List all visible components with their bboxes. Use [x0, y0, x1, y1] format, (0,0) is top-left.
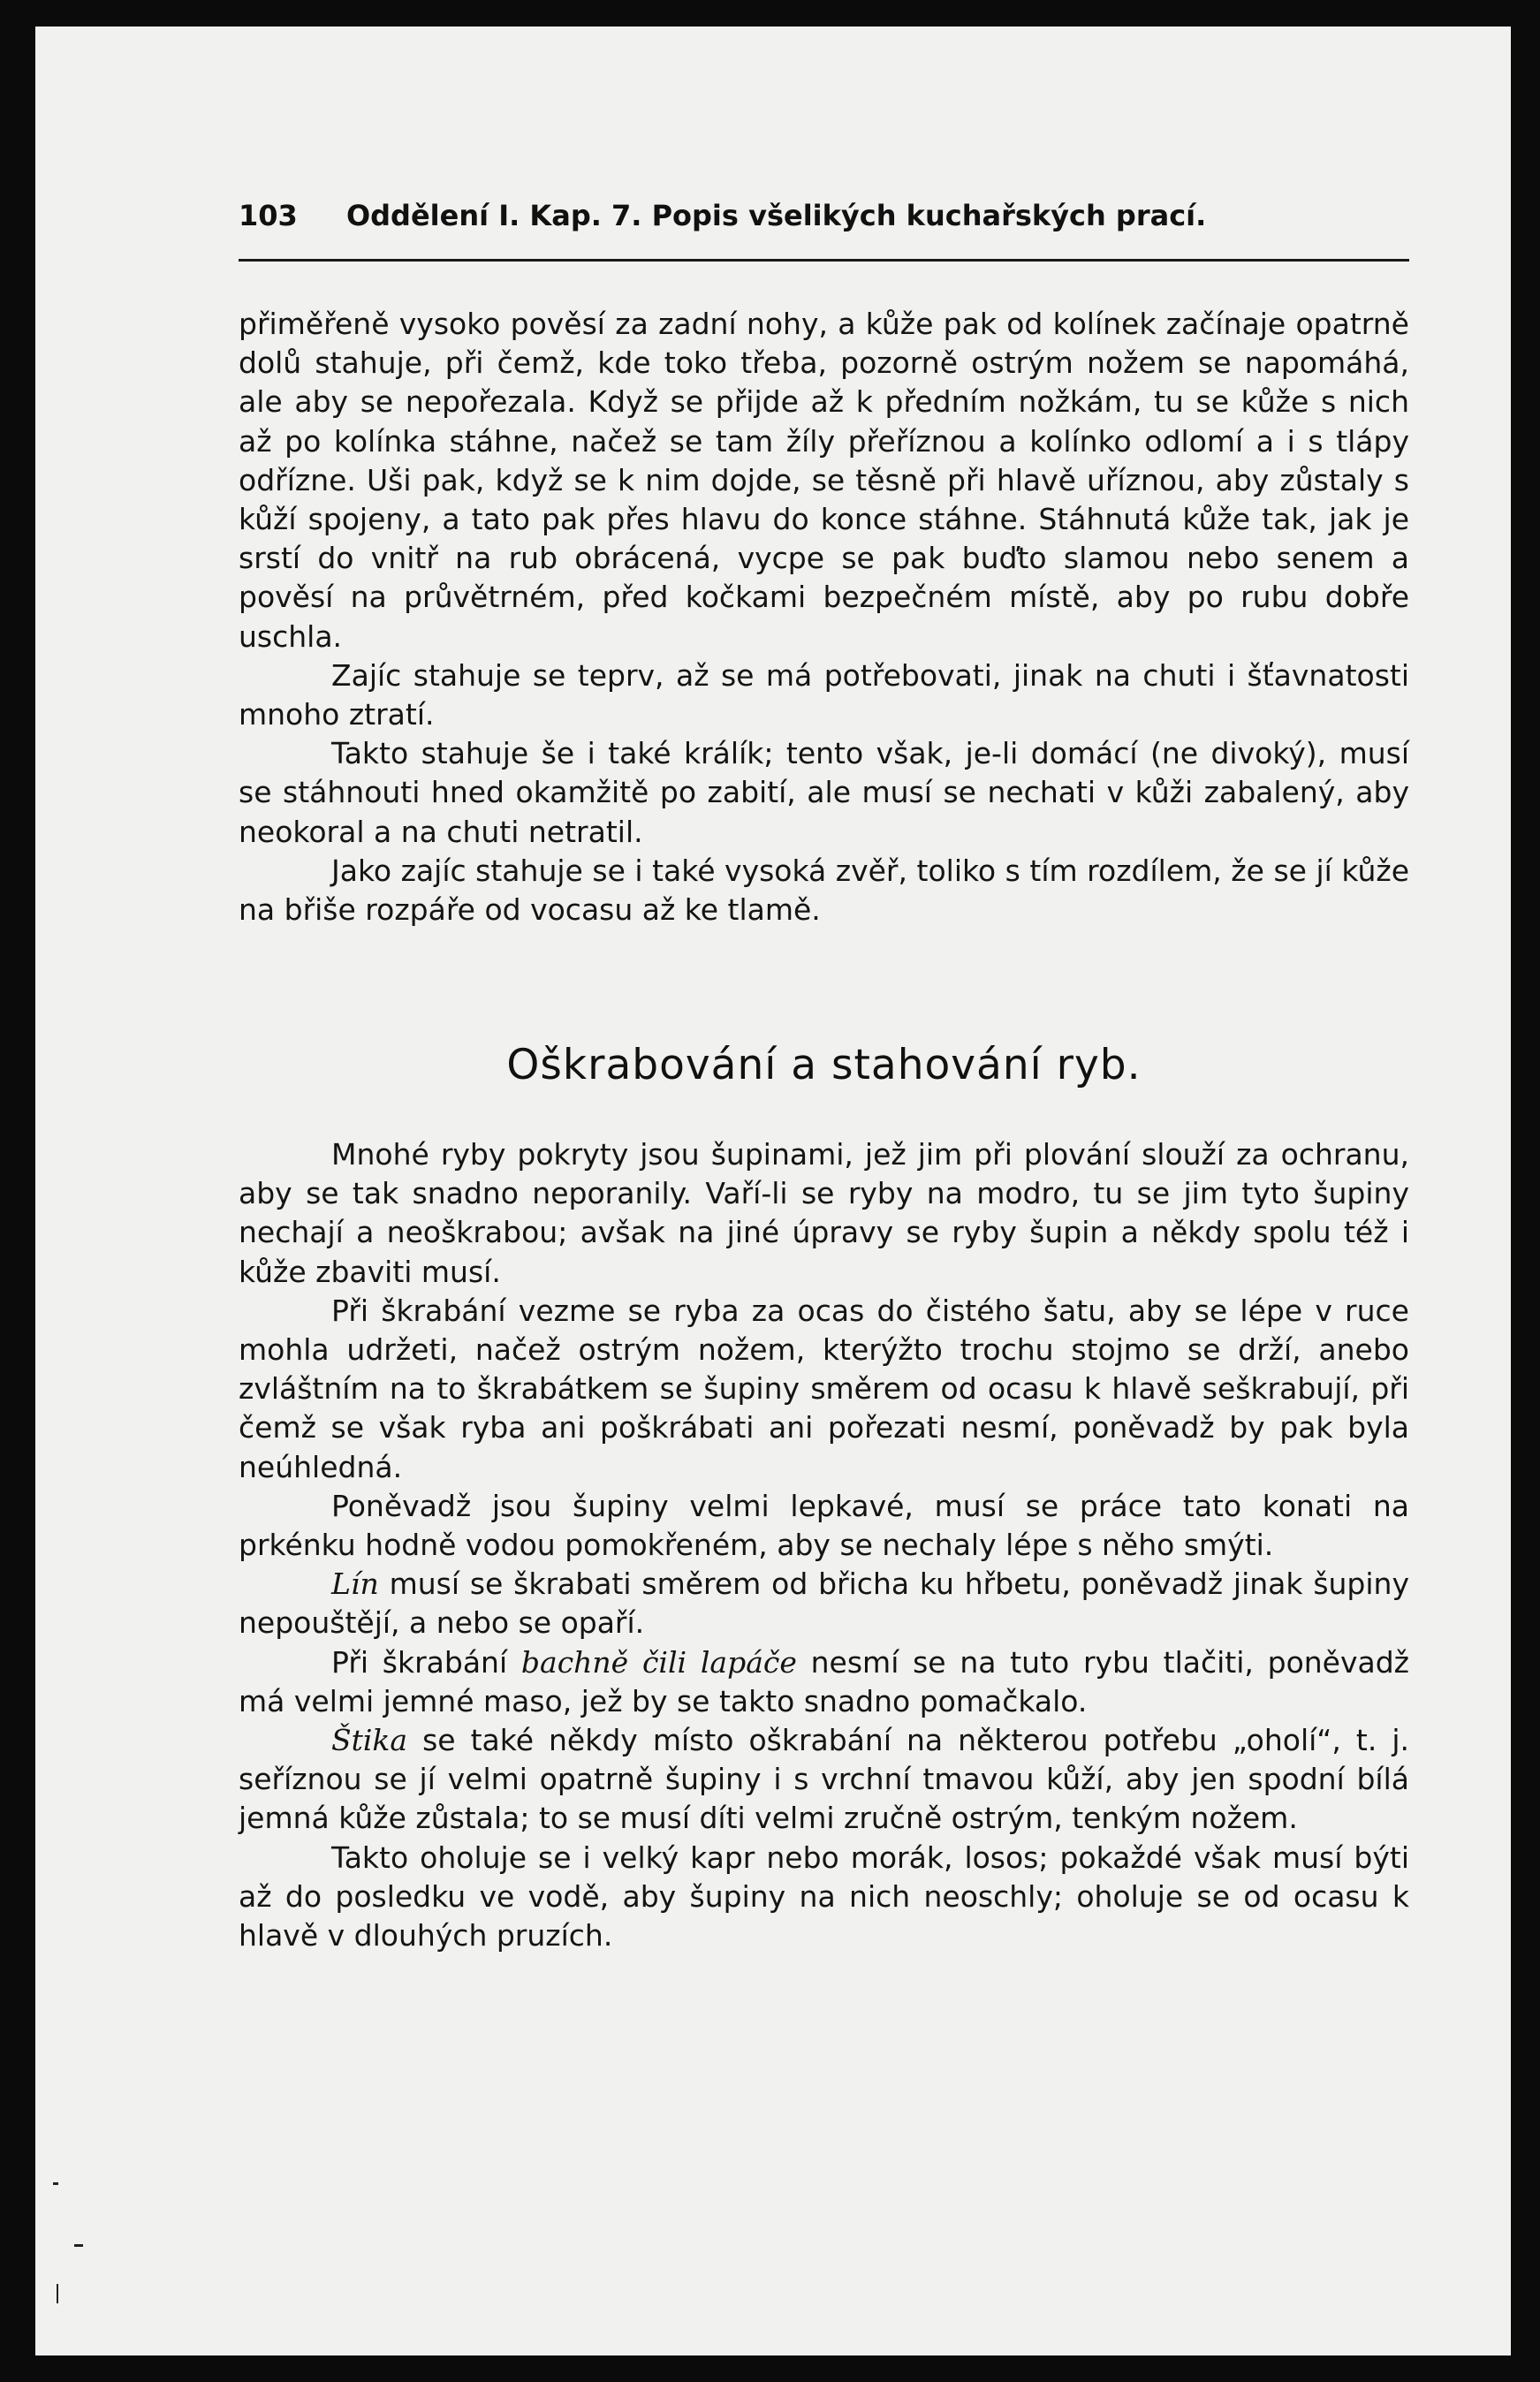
page-speck	[53, 2182, 58, 2185]
running-title: Oddělení I. Kap. 7. Popis všelikých kuchařských prací.	[345, 199, 1207, 232]
paragraph: Zajíc stahuje se teprv, až se má potřebovati, jinak na chuti i šťavnatosti mnoho ztratí.	[239, 657, 1409, 732]
paragraph: Takto oholuje se i velký kapr nebo morák, losos; pokaždé však musí býti až do posledku ve vodě, aby šupiny na nich neoschly; oholuje se od ocasu k hlavě v dlouhých pruzích.	[239, 1840, 1409, 1953]
section-1-text	[239, 305, 1409, 929]
paragraph: Mnohé ryby pokryty jsou šupinami, jež jim při plování slouží za ochranu, aby se tak snadno neporanily. Vaří-li se ryby na modro, tu se jim tyto šupiny nechají a neoškrabou; avšak na jiné úpravy se ryby šupin a někdy spolu též i kůže zbaviti musí.	[239, 1137, 1409, 1289]
fish-term: Lín	[331, 1567, 379, 1602]
fish-term: bachně čili lapáče	[520, 1644, 797, 1680]
paragraph-text: Při škrabání	[331, 1644, 521, 1680]
paragraph-text: musí se škrabati směrem od břicha ku hřbetu, poněvadž jinak šupiny nepouštějí, a nebo se opaří.	[239, 1567, 1409, 1641]
paragraph: Jako zajíc stahuje se i také vysoká zvěř, toliko s tím rozdílem, že se jí kůže na břiše rozpáře od vocasu až ke tlamě.	[239, 853, 1409, 928]
paragraph	[239, 1721, 1409, 1839]
paragraph	[239, 1565, 1409, 1642]
page-number: 103	[239, 199, 298, 232]
paragraph: Poněvadž jsou šupiny velmi lepkavé, musí se práce tato konati na prkénku hodně vodou pomokřeném, aby se nechaly lépe s něho smýti.	[239, 1488, 1409, 1563]
paragraph: Takto stahuje še i také králík; tento však, je-li domácí (ne divoký), musí se stáhnouti hned okamžitě po zabití, ale musí se nechati v kůži zabalený, aby neokoral a na chuti netratil.	[239, 736, 1409, 849]
paragraph: přiměřeně vysoko pověsí za zadní nohy, a kůže pak od kolínek začínaje opatrně dolů stahuje, při čemž, kde toko třeba, pozorně ostrým nožem se napomáhá, ale aby se nepořezala. Když se přijde až k předním nožkám, tu se kůže s nich až po kolínka stáhne, načež se tam žíly přeříznou a kolínko odlomí a i s tlápy odřízne. Uši pak, když se k nim dojde, se těsně při hlavě uříznou, aby zůstaly s kůží spojeny, a tato pak přes hlavu do konce stáhne. Stáhnutá kůže tak, jak je srstí do vnitř na rub obrácená, vycpe se pak buďto slamou nebo senem a pověsí na průvětrném, před kočkami bezpečném místě, aby po rubu dobře uschla.	[239, 307, 1409, 654]
paragraph-text: nesmí se na tuto rybu tlačiti, poněvadž má velmi jemné maso, jež by se takto snadno pomačkalo.	[239, 1644, 1410, 1718]
paragraph	[239, 1643, 1409, 1721]
paragraph: Při škrabání vezme se ryba za ocas do čistého šatu, aby se lépe v ruce mohla udržeti, načež ostrým nožem, kterýžto trochu stojmo se drží, anebo zvláštním na to škrabátkem se šupiny směrem od ocasu k hlavě seškrabují, při čemž se však ryba ani poškrábati ani pořezati nesmí, poněvadž by pak byla neúhledná.	[239, 1293, 1409, 1484]
section-heading: Oškrabování a stahování ryb.	[506, 1041, 1142, 1089]
section-2-text	[239, 1135, 1409, 1955]
page-speck	[57, 2284, 58, 2303]
paragraph-text: se také někdy místo oškrabání na některou potřebu „oholí“, t. j. seříznou se jí velmi opatrně šupiny i s vrchní tmavou kůží, aby jen spodní bílá jemná kůže zůstala; to se musí díti velmi zručně ostrým, tenkým nožem.	[239, 1723, 1409, 1836]
running-head	[239, 199, 1409, 262]
page-speck	[74, 2244, 83, 2247]
fish-term: Štika	[331, 1723, 408, 1758]
